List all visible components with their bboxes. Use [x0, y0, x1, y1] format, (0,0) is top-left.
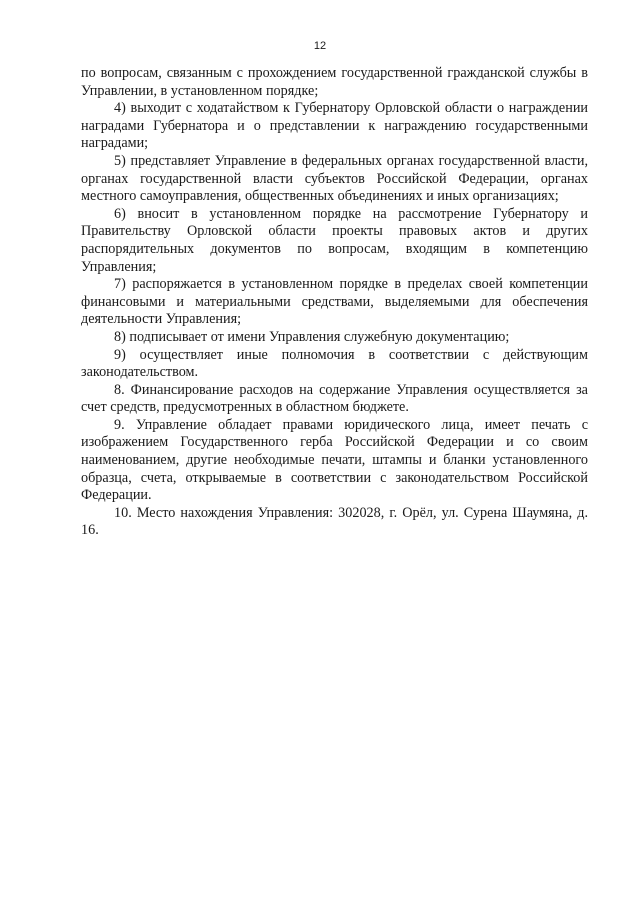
page-number: 12 — [313, 40, 327, 52]
paragraph-item-4: 4) выходит с ходатайством к Губернатору Орловской области о награждении наградами Губернатора и о представлении к награждению государственными наградами; — [81, 100, 588, 152]
paragraph-item-7: 7) распоряжается в установленном порядке в пределах своей компетенции финансовыми и материальными средствами, выделяемыми для обеспечения деятельности Управления; — [81, 276, 588, 328]
paragraph-item-6: 6) вносит в установленном порядке на рассмотрение Губернатору и Правительству Орловской области проекты правовых актов и других распорядительных документов по вопросам, входящим в компетенцию Управления; — [81, 205, 588, 275]
paragraph-section-10: 10. Место нахождения Управления: 302028, г. Орёл, ул. Сурена Шаумяна, д. 16. — [81, 504, 588, 539]
document-body — [81, 65, 588, 540]
paragraph-continuation: по вопросам, связанным с прохождением государственной гражданской службы в Управлении, в установленном порядке; — [81, 65, 588, 99]
paragraph-section-9: 9. Управление обладает правами юридического лица, имеет печать с изображением Государственного герба Российской Федерации и со своим наименованием, другие необходимые печати, штампы и бланки установленного образца, счета, открываемые в соответствии с законодательством Российской Федерации. — [81, 416, 588, 504]
paragraph-section-8: 8. Финансирование расходов на содержание Управления осуществляется за счет средств, предусмотренных в областном бюджете. — [81, 381, 588, 416]
paragraph-item-5: 5) представляет Управление в федеральных органах государственной власти, органах государственной власти субъектов Российской Федерации, органах местного самоуправления, общественных объединениях и иных организациях; — [81, 152, 588, 205]
paragraph-item-8: 8) подписывает от имени Управления служебную документацию; — [114, 328, 510, 345]
paragraph-item-9: 9) осуществляет иные полномочия в соответствии с действующим законодательством. — [81, 346, 588, 381]
